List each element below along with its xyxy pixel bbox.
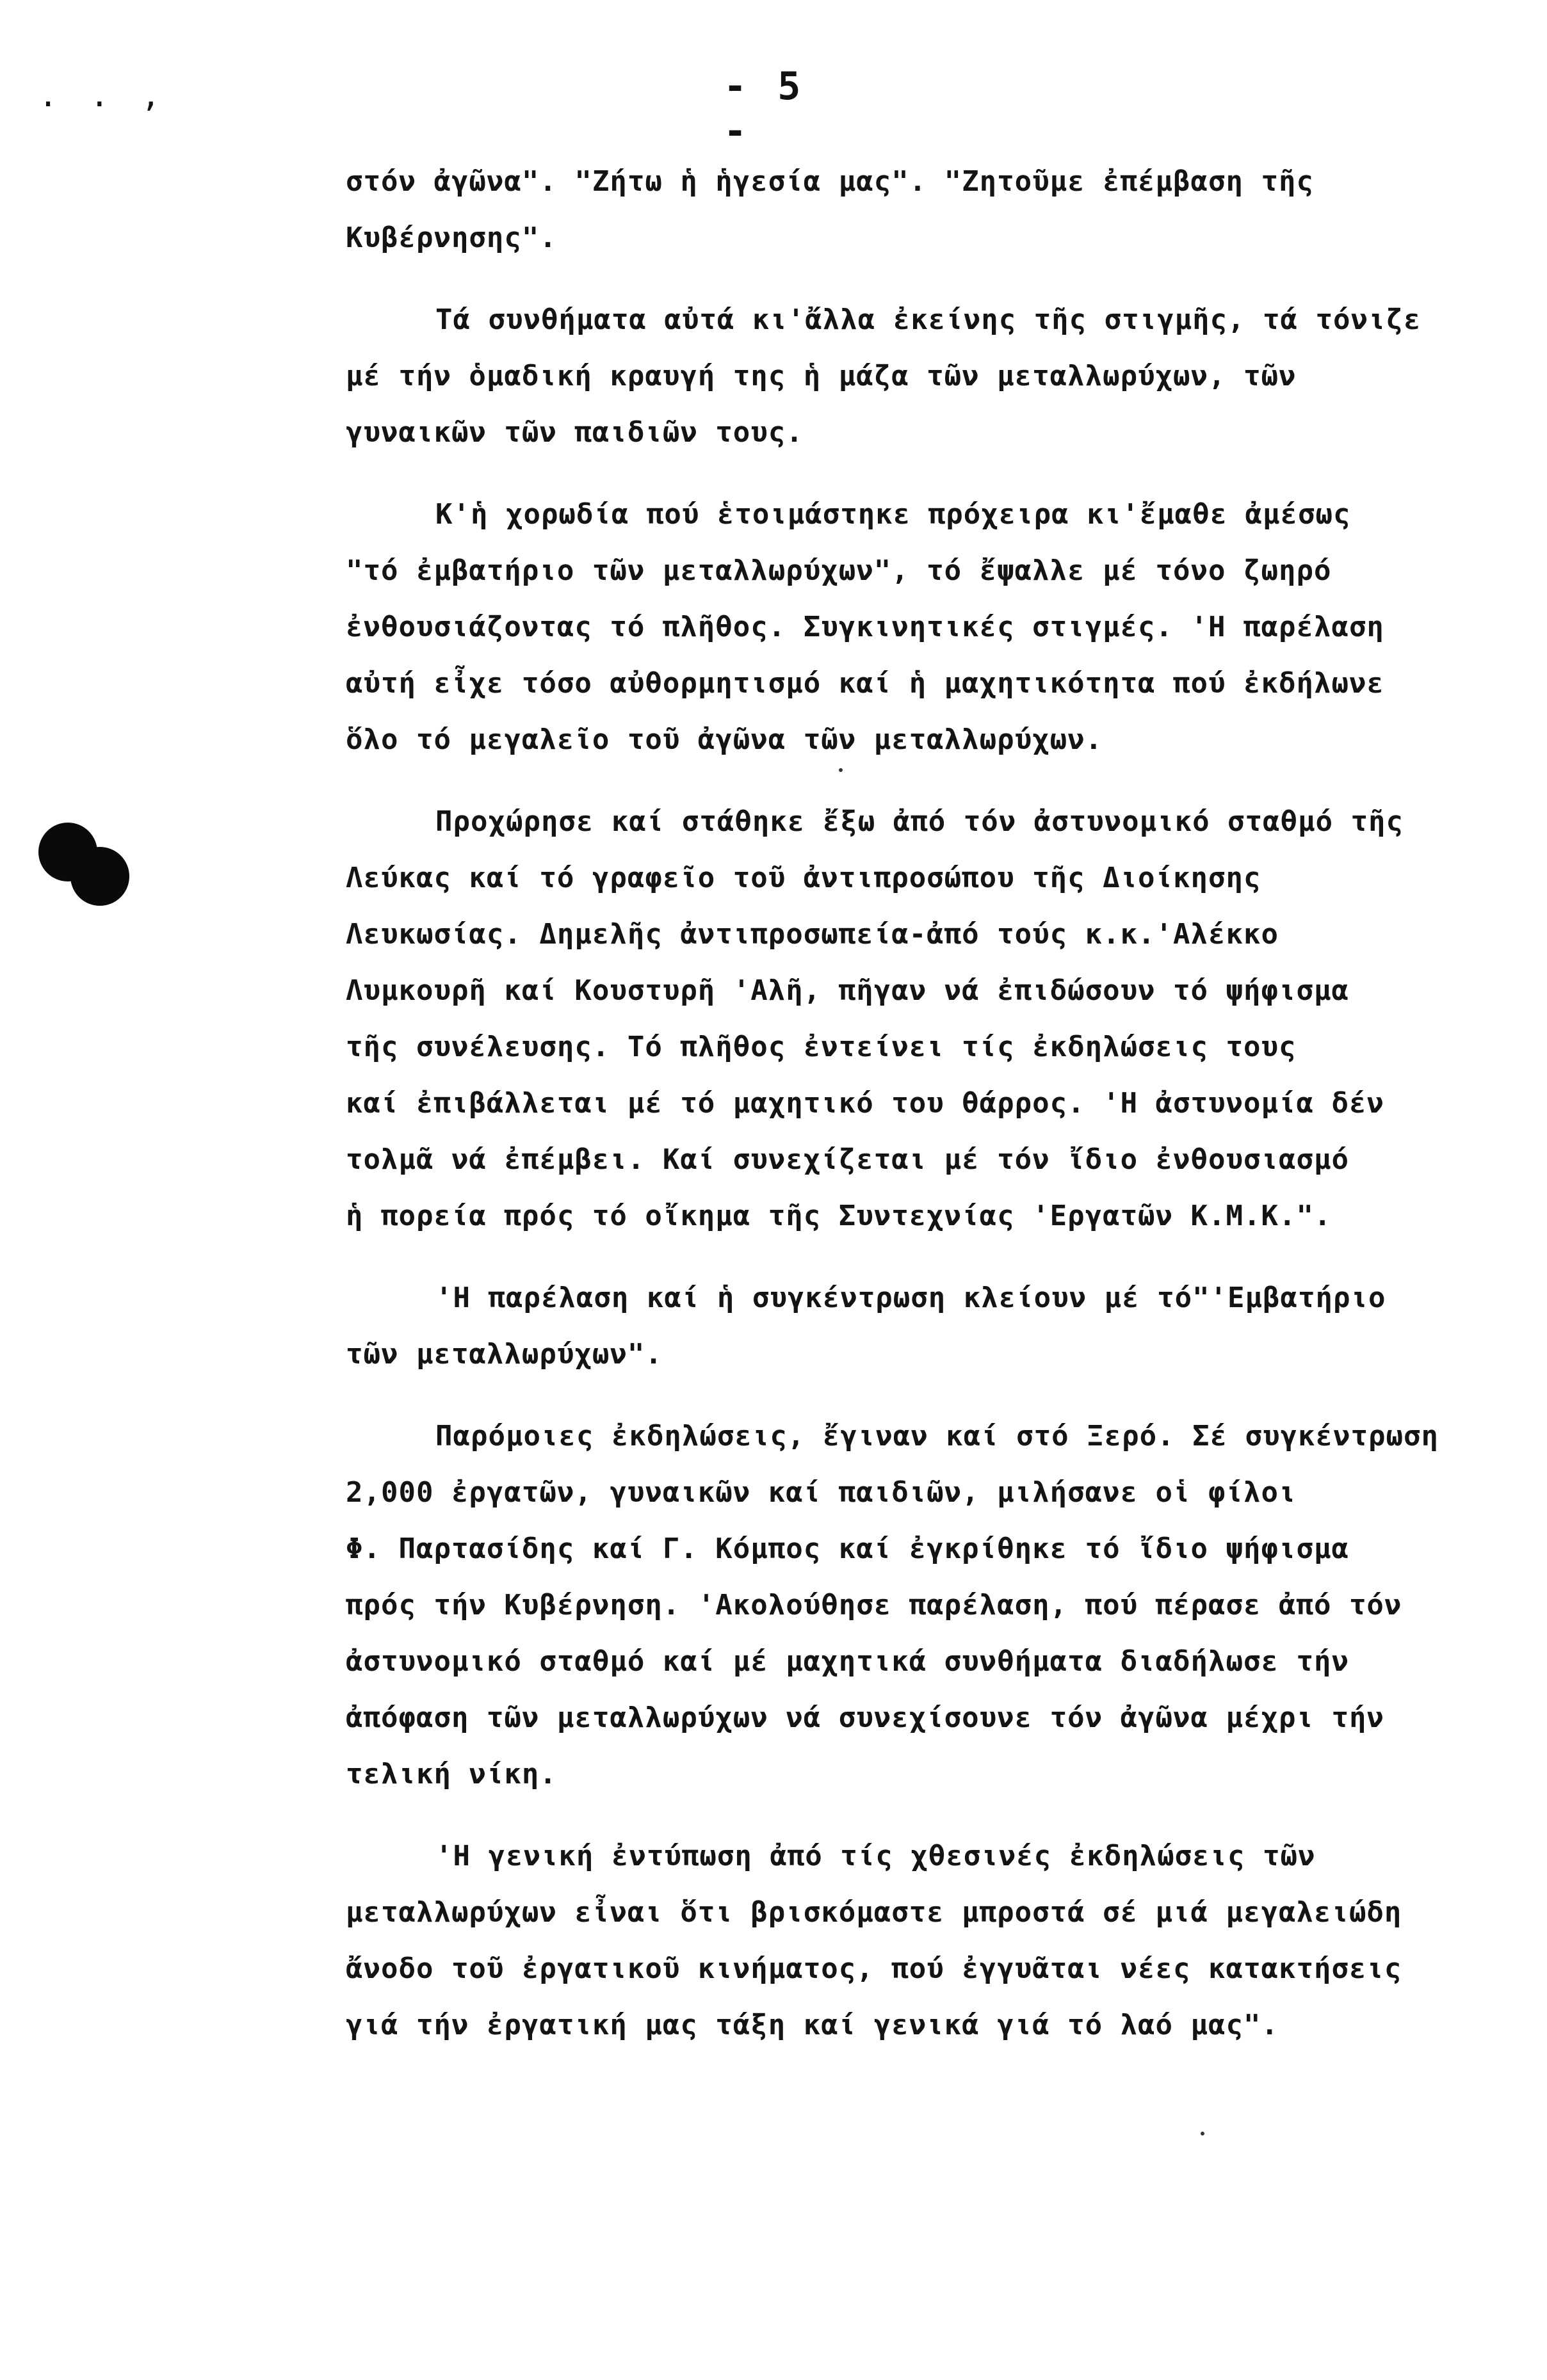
punch-holes <box>38 823 134 906</box>
text-line: Λευκωσίας. Δημελῆς ἀντιπροσωπεία-ἀπό τούς κ.κ.'Αλέκκο <box>346 918 1279 951</box>
text-line: Λυμκουρῆ καί Κουστυρῆ 'Αλῆ, πῆγαν νά ἐπιδώσουν τό ψήφισμα <box>346 974 1349 1007</box>
text-line: τῆς συνέλευσης. Τό πλῆθος ἐντείνει τίς ἐκδηλώσεις τους <box>346 1031 1297 1063</box>
text-line: καί ἐπιβάλλεται μέ τό μαχητικό του θάρρος. 'Η ἀστυνομία δέν <box>346 1087 1384 1120</box>
text-line: 'Η παρέλαση καί ἡ συγκέντρωση κλείουν μέ τό"'Εμβατήριο <box>435 1282 1386 1314</box>
scan-speck <box>1201 2132 1204 2135</box>
paragraph <box>346 292 1537 461</box>
text-line: μέ τήν ὁμαδική κραυγή της ἡ μάζα τῶν μεταλλωρύχων, τῶν <box>346 360 1297 392</box>
text-line: "τό ἐμβατήριο τῶν μεταλλωρύχων", τό ἔψαλλε μέ τόνο ζωηρό <box>346 554 1332 587</box>
text-line: τολμᾶ νά ἐπέμβει. Καί συνεχίζεται μέ τόν ἴδιο ἐνθουσιασμό <box>346 1143 1349 1176</box>
document-body <box>346 154 1537 2079</box>
paragraph <box>346 794 1537 1244</box>
text-line: ἐνθουσιάζοντας τό πλῆθος. Συγκινητικές στιγμές. 'Η παρέλαση <box>346 611 1384 643</box>
text-line: Λεύκας καί τό γραφεῖο τοῦ ἀντιπροσώπου τῆς Διοίκησης <box>346 862 1261 894</box>
text-line: τελική νίκη. <box>346 1758 557 1790</box>
text-line: Παρόμοιες ἐκδηλώσεις, ἔγιναν καί στό Ξερό. Σέ συγκέντρωση <box>435 1420 1439 1452</box>
paragraph <box>346 1408 1537 1803</box>
text-line: ὅλο τό μεγαλεῖο τοῦ ἀγῶνα τῶν μεταλλωρύχων. <box>346 723 1103 756</box>
paragraph <box>346 1828 1537 2054</box>
text-line: τῶν μεταλλωρύχων". <box>346 1338 663 1371</box>
text-line: Φ. Παρτασίδης καί Γ. Κόμπος καί ἐγκρίθηκε τό ἴδιο ψήφισμα <box>346 1532 1349 1565</box>
text-line: 'Η γενική ἐντύπωση ἀπό τίς χθεσινές ἐκδηλώσεις τῶν <box>435 1840 1316 1872</box>
text-line: πρός τήν Κυβέρνηση. 'Ακολούθησε παρέλαση, πού πέρασε ἀπό τόν <box>346 1589 1402 1621</box>
text-line: Προχώρησε καί στάθηκε ἔξω ἀπό τόν ἀστυνομικό σταθμό τῆς <box>435 805 1404 838</box>
text-line: Κ'ἡ χορωδία πού ἑτοιμάστηκε πρόχειρα κι'ἔμαθε ἀμέσως <box>435 498 1351 531</box>
page-number: - 5 - <box>724 64 805 154</box>
paragraph <box>346 154 1537 266</box>
text-line: Κυβέρνησης". <box>346 221 557 254</box>
text-line: στόν ἀγῶνα". "Ζήτω ἡ ἡγεσία μας". "Ζητοῦμε ἐπέμβαση τῆς <box>346 165 1314 198</box>
text-line: ἀστυνομικό σταθμό καί μέ μαχητικά συνθήματα διαδήλωσε τήν <box>346 1645 1349 1678</box>
punch-hole-lower <box>70 847 129 906</box>
paragraph <box>346 486 1537 768</box>
text-line: Τά συνθήματα αὐτά κι'ἄλλα ἐκείνης τῆς στιγμῆς, τά τόνιζε <box>435 303 1421 336</box>
text-line: αὐτή εἶχε τόσο αὐθορμητισμό καί ἡ μαχητικότητα πού ἐκδήλωνε <box>346 667 1384 700</box>
text-line: ἄνοδο τοῦ ἐργατικοῦ κινήματος, πού ἐγγυᾶται νέες κατακτήσεις <box>346 1952 1402 1985</box>
text-line: γιά τήν ἐργατική μας τάξη καί γενικά γιά τό λαό μας". <box>346 2009 1279 2041</box>
corner-mark: . . , <box>38 77 167 114</box>
text-line: 2,000 ἐργατῶν, γυναικῶν καί παιδιῶν, μιλήσανε οἱ φίλοι <box>346 1476 1297 1509</box>
paragraph <box>346 1270 1537 1383</box>
text-line: ἀπόφαση τῶν μεταλλωρύχων νά συνεχίσουνε τόν ἀγῶνα μέχρι τήν <box>346 1701 1384 1734</box>
text-line: ἡ πορεία πρός τό οἴκημα τῆς Συντεχνίας 'Εργατῶν Κ.Μ.Κ.". <box>346 1200 1332 1232</box>
text-line: μεταλλωρύχων εἶναι ὅτι βρισκόμαστε μπροστά σέ μιά μεγαλειώδη <box>346 1896 1402 1929</box>
text-line: γυναικῶν τῶν παιδιῶν τους. <box>346 416 804 449</box>
